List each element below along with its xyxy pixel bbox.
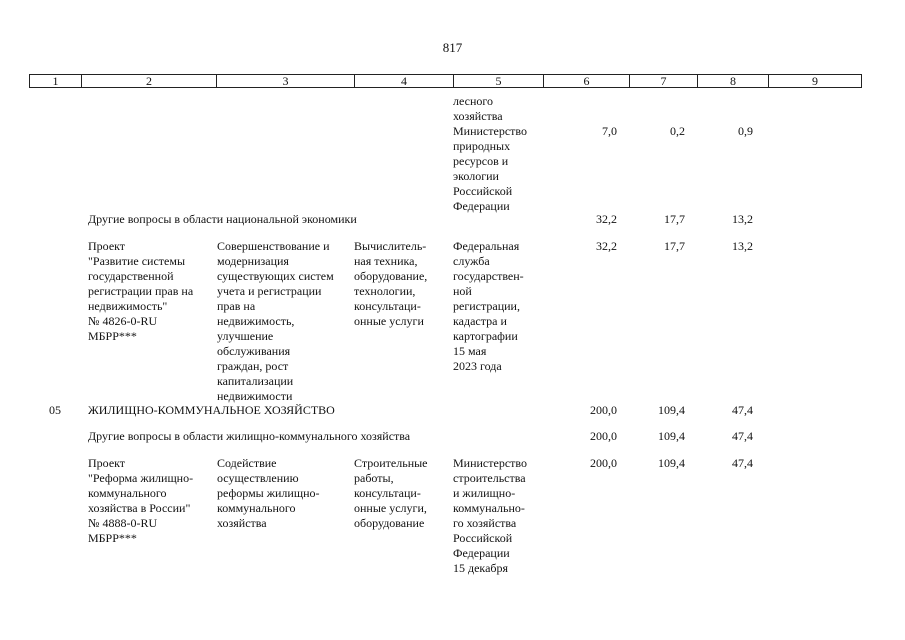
other-housing-label: Другие вопросы в области жилищно-коммунального хозяйства [88,429,411,443]
column-number-3: 3 [217,75,355,87]
other-economy-col6: 32,2 [596,212,617,226]
project-4888-goal: Содействие осуществлению реформы жилищно- коммунального хозяйства [217,456,320,530]
project-4888-col7: 109,4 [658,456,685,470]
column-number-2: 2 [82,75,217,87]
table-header-row [29,74,862,88]
section-05-col7: 109,4 [658,403,685,417]
continuation-responsible: лесного хозяйства Министерство природных ресурсов и экологии Российской Федерации [453,94,527,213]
column-number-1: 1 [30,75,82,87]
section-05-col6: 200,0 [590,403,617,417]
project-4826-col6: 32,2 [596,239,617,253]
section-05-col8: 47,4 [732,403,753,417]
other-housing-col7: 109,4 [658,429,685,443]
column-number-5: 5 [454,75,544,87]
project-4826-goal: Совершенствование и модернизация существующих систем учета и регистрации прав на недвижимость, улучшение обслуживания граждан, рост капитализации недвижимости [217,239,334,403]
project-4826-responsible: Федеральная служба государствен- ной регистрации, кадастра и картографии 15 мая 2023 года [453,239,524,373]
project-4826-name: Проект "Развитие системы государственной регистрации прав на недвижимость" № 4826-0-RU МБРР*** [88,239,194,343]
continuation-col8: 0,9 [738,124,753,138]
project-4826-type: Вычислитель- ная техника, оборудование, технологии, консультаци- онные услуги [354,239,428,328]
page-number: 817 [442,40,463,55]
column-number-7: 7 [630,75,698,87]
column-number-4: 4 [355,75,454,87]
column-number-8: 8 [698,75,769,87]
project-4888-col6: 200,0 [590,456,617,470]
continuation-col7: 0,2 [670,124,685,138]
project-4888-col8: 47,4 [732,456,753,470]
section-05-code: 05 [49,403,61,417]
other-housing-col6: 200,0 [590,429,617,443]
project-4888-name: Проект "Реформа жилищно- коммунального хозяйства в России" № 4888-0-RU МБРР*** [88,456,194,545]
project-4826-col7: 17,7 [664,239,685,253]
other-housing-col8: 47,4 [732,429,753,443]
other-economy-col8: 13,2 [732,212,753,226]
column-number-9: 9 [812,74,818,88]
column-number-6: 6 [544,75,630,87]
project-4888-responsible: Министерство строительства и жилищно- коммунально- го хозяйства Российской Федерации 15 декабря [453,456,527,575]
project-4888-type: Строительные работы, консультаци- онные услуги, оборудование [354,456,428,530]
continuation-col6: 7,0 [602,124,617,138]
section-05-label: ЖИЛИЩНО-КОММУНАЛЬНОЕ ХОЗЯЙСТВО [88,403,335,417]
other-economy-col7: 17,7 [664,212,685,226]
project-4826-col8: 13,2 [732,239,753,253]
other-economy-label: Другие вопросы в области национальной экономики [88,212,357,226]
